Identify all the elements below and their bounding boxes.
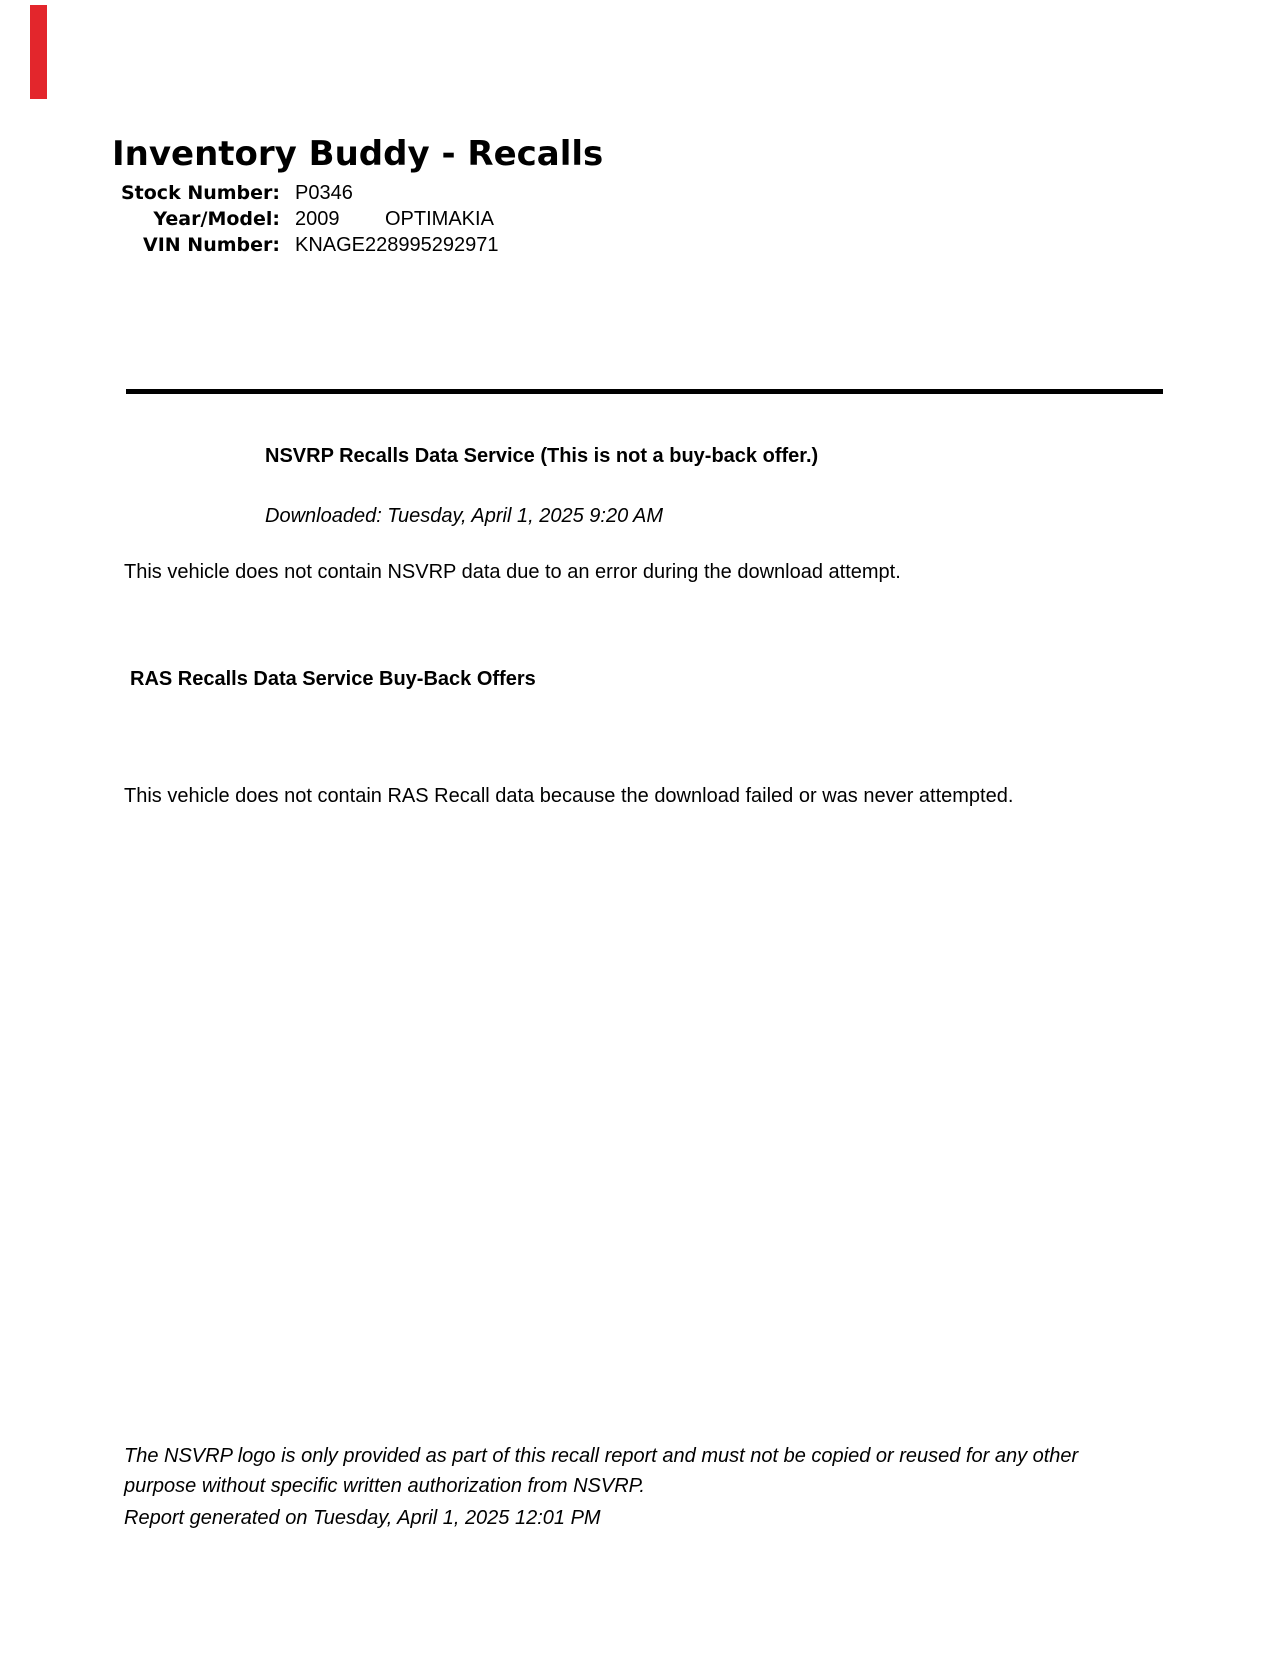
nsvrp-status-text: This vehicle does not contain NSVRP data due to an error during the download attempt. bbox=[124, 561, 901, 583]
year-model-value bbox=[295, 206, 494, 232]
footer-disclaimer-line-2: purpose without specific written authorization from NSVRP. bbox=[124, 1475, 645, 1497]
ras-section-heading: RAS Recalls Data Service Buy-Back Offers bbox=[130, 668, 536, 690]
footer-disclaimer bbox=[124, 1441, 1078, 1501]
nsvrp-section-heading: NSVRP Recalls Data Service (This is not a buy-back offer.) bbox=[265, 445, 819, 467]
vehicle-info-table bbox=[0, 180, 499, 258]
vin-number-value: KNAGE228995292971 bbox=[295, 234, 499, 256]
vin-number-label: VIN Number: bbox=[143, 234, 280, 256]
horizontal-rule bbox=[126, 389, 1163, 394]
nsvrp-logo-bar bbox=[30, 5, 47, 99]
page-title: Inventory Buddy - Recalls bbox=[112, 134, 604, 174]
ras-status-text: This vehicle does not contain RAS Recall data because the download failed or was never attempted. bbox=[124, 785, 1014, 807]
year-model-label: Year/Model: bbox=[153, 208, 280, 230]
model-value: OPTIMAKIA bbox=[385, 208, 494, 230]
vehicle-info-row-stock bbox=[0, 180, 499, 206]
stock-number-label: Stock Number: bbox=[120, 182, 280, 204]
vehicle-info-row-vin bbox=[0, 232, 499, 258]
report-generated-timestamp: Report generated on Tuesday, April 1, 2025 12:01 PM bbox=[124, 1507, 601, 1529]
nsvrp-downloaded-timestamp: Downloaded: Tuesday, April 1, 2025 9:20 AM bbox=[265, 505, 664, 527]
year-value: 2009 bbox=[295, 208, 340, 230]
vehicle-info-row-year-model bbox=[0, 206, 499, 232]
footer-disclaimer-line-1: The NSVRP logo is only provided as part of this recall report and must not be copied or reused for any other bbox=[124, 1445, 1079, 1467]
stock-number-value: P0346 bbox=[295, 182, 353, 204]
